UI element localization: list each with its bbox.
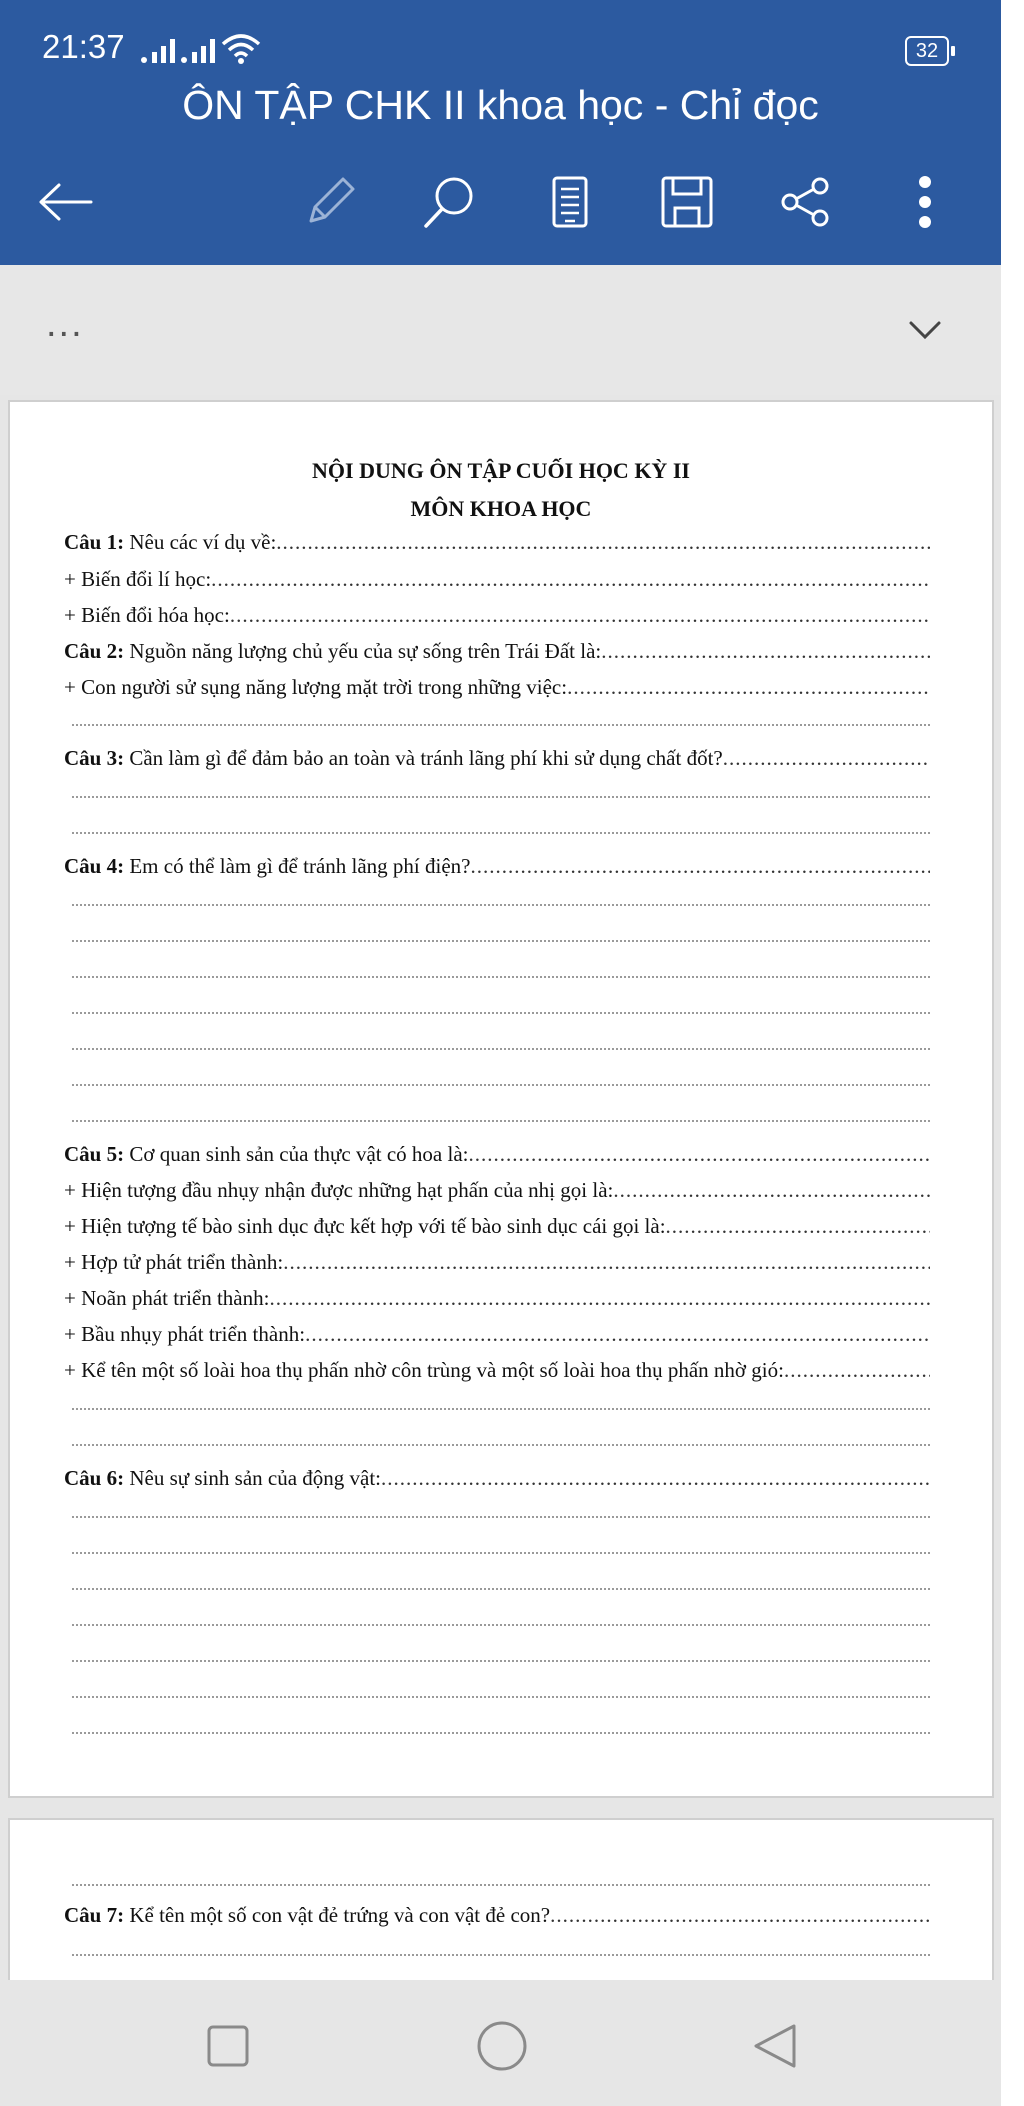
answer-line-label: + Hiện tượng đầu nhụy nhận được những hạt phấn của nhị gọi là: ..... [64,1177,930,1203]
save-icon [659,174,715,230]
question-text: Nguồn năng lượng chủ yếu của sự sống trên Trái Đất là: [124,639,602,663]
blank-answer-line [72,796,930,798]
document-heading: NỘI DUNG ÔN TẬP CUỐI HỌC KỲ II [312,458,690,483]
blank-answer-line [72,1884,930,1886]
wifi-icon [220,32,262,66]
battery-indicator: 32 [905,36,949,66]
back-button[interactable] [26,165,106,239]
question-label: Câu 5: [64,1142,125,1166]
recent-apps-icon[interactable] [206,2024,250,2068]
status-time: 21:37 [42,28,125,65]
ribbon-more-button[interactable]: ... [46,303,84,345]
question-text: Kể tên một số con vật đẻ trứng và con vật đẻ con? [124,1903,551,1927]
reading-view-button[interactable] [530,165,610,239]
document-subheading: MÔN KHOA HỌC [410,496,592,521]
document-title: ÔN TẬP CHK II khoa học - Chỉ đọc [182,82,819,128]
question-5 [64,1141,930,1167]
answer-line-label: + Bầu nhụy phát triển thành: ..... [64,1321,930,1347]
answer-line-label: + Hợp tử phát triển thành: ..... [64,1249,930,1275]
search-icon [420,172,480,232]
question-text: Nêu các ví dụ về: [124,530,277,554]
screen-edge [1001,0,1024,2106]
question-4 [64,853,930,879]
question-2 [64,638,930,664]
blank-answer-line [72,1588,930,1590]
blank-answer-line [72,1408,930,1410]
question-label: Câu 7: [64,1903,125,1927]
blank-answer-line [72,976,930,978]
document-page-1 [8,400,994,1798]
document-page-2 [8,1818,994,1980]
blank-answer-line [72,1660,930,1662]
back-arrow-icon [37,182,95,222]
battery-tip [951,46,955,56]
blank-answer-line [72,1012,930,1014]
question-label: Câu 3: [64,746,125,770]
edit-button[interactable] [290,165,370,239]
question-text: Nêu sự sinh sản của động vật: [124,1466,382,1490]
question-label: Câu 6: [64,1466,125,1490]
chevron-down-icon[interactable] [908,320,942,342]
blank-answer-line [72,1048,930,1050]
question-1 [64,529,930,555]
system-navigation-bar [0,1980,1001,2106]
answer-line-label: + Biến đổi lí học: ..... [64,566,930,592]
blank-answer-line [72,724,930,726]
pencil-icon [301,173,359,231]
question-label: Câu 2: [64,639,125,663]
blank-answer-line [72,1516,930,1518]
answer-line-label: + Kể tên một số loài hoa thụ phấn nhờ côn trùng và một số loài hoa thụ phấn nhờ gió: ..... [64,1357,930,1383]
question-3 [64,745,930,771]
blank-answer-line [72,1444,930,1446]
question-text: Cơ quan sinh sản của thực vật có hoa là: [124,1142,469,1166]
ribbon-collapsed-bar [0,265,1001,395]
home-icon[interactable] [476,2020,528,2072]
question-label: Câu 1: [64,530,125,554]
question-6 [64,1465,930,1491]
question-label: Câu 4: [64,854,125,878]
blank-answer-line [72,1552,930,1554]
blank-answer-line [72,1732,930,1734]
question-text: Em có thể làm gì để tránh lãng phí điện? [124,854,471,878]
answer-line-label: + Con người sử sụng năng lượng mặt trời trong những việc: ..... [64,674,930,700]
blank-answer-line [72,904,930,906]
blank-answer-line [72,1954,930,1956]
question-text: Cần làm gì để đảm bảo an toàn và tránh lãng phí khi sử dụng chất đốt? [124,746,723,770]
answer-line-label: + Hiện tượng tế bào sinh dục đực kết hợp với tế bào sinh dục cái gọi là: ..... [64,1213,930,1239]
back-nav-icon[interactable] [752,2022,798,2070]
share-button[interactable] [766,165,846,239]
more-vertical-icon [917,175,933,229]
blank-answer-line [72,1120,930,1122]
blank-answer-line [72,940,930,942]
blank-answer-line [72,1624,930,1626]
answer-line-label: + Biến đổi hóa học: ..... [64,602,930,628]
save-button[interactable] [647,165,727,239]
blank-answer-line [72,1696,930,1698]
blank-answer-line [72,1084,930,1086]
app-bar [0,0,1001,265]
search-button[interactable] [410,165,490,239]
answer-line-label: + Noãn phát triển thành: ..... [64,1285,930,1311]
blank-answer-line [72,832,930,834]
question-7 [64,1902,930,1928]
more-options-button[interactable] [886,165,964,239]
mobile-view-icon [550,175,590,229]
share-icon [778,174,834,230]
